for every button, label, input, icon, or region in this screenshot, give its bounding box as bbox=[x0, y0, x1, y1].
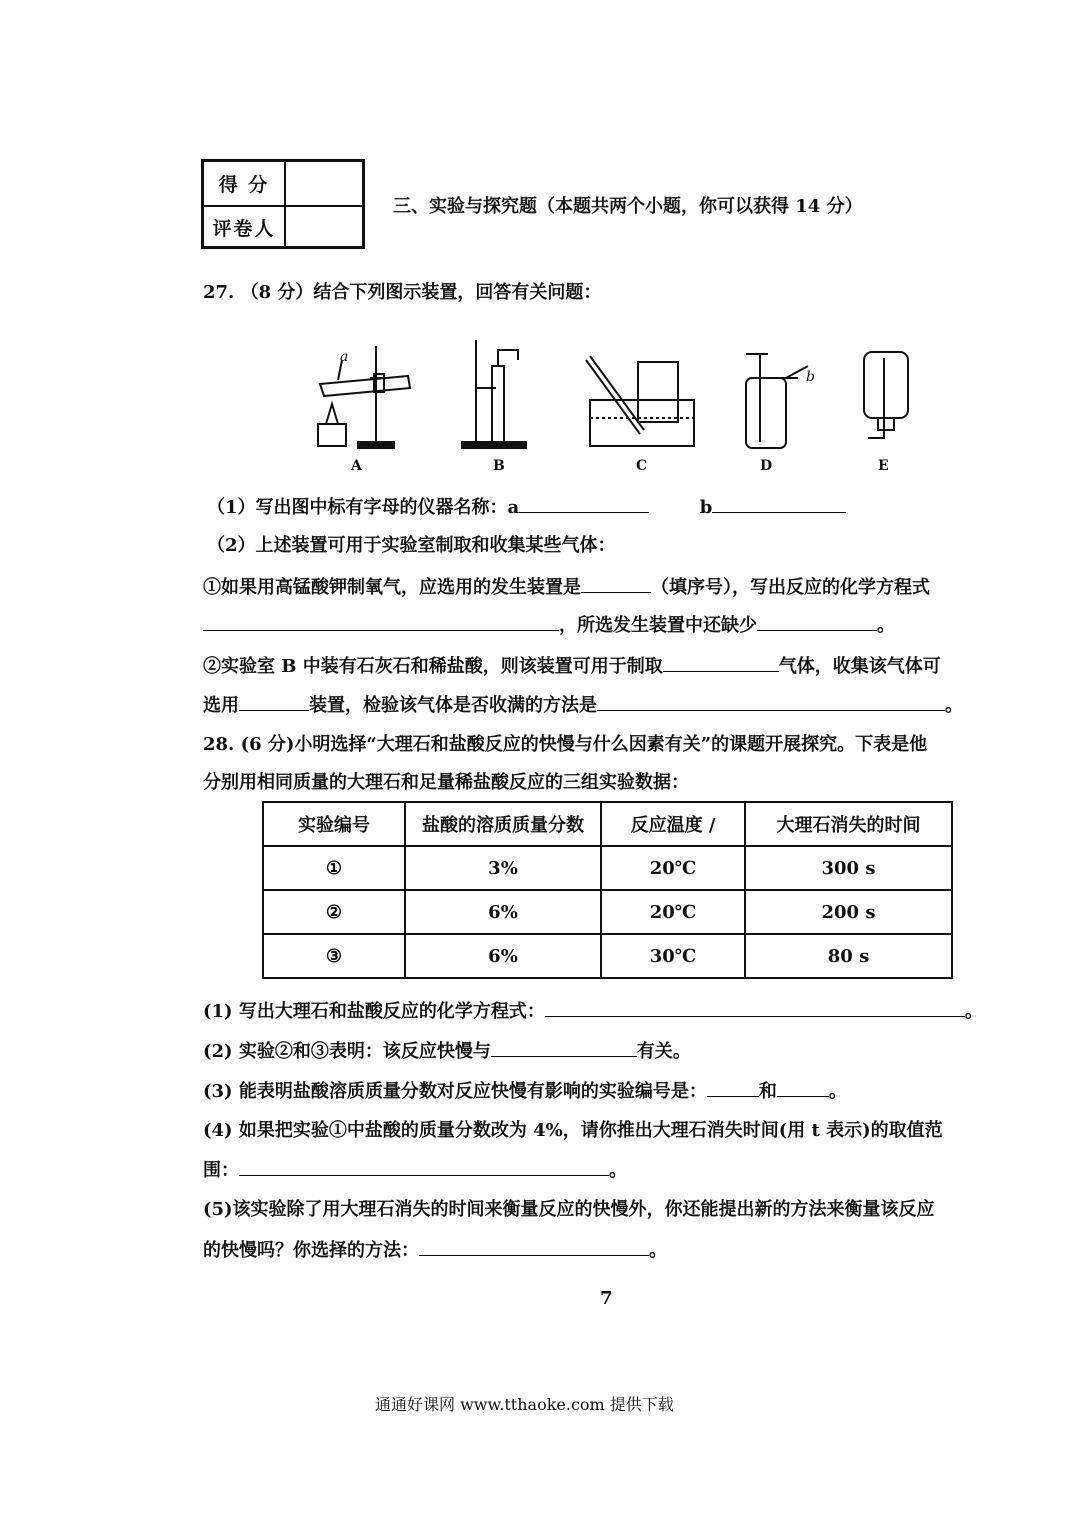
q27-line1b: （填序号），写出反应的化学方程式 bbox=[651, 577, 930, 598]
col-header-concentration: 盐酸的溶质质量分数 bbox=[405, 802, 601, 846]
figure-label-b: B bbox=[493, 458, 505, 474]
footer-credit: 通通好课网 www.tthaoke.com 提供下载 bbox=[375, 1395, 674, 1414]
cell-time: 300 s bbox=[745, 846, 952, 890]
answer-blank-equation[interactable] bbox=[203, 612, 559, 631]
answer-blank-time-range[interactable] bbox=[239, 1157, 609, 1176]
table-row bbox=[263, 846, 952, 890]
grader-row bbox=[204, 206, 362, 249]
section-title: 三、实验与探究题（本题共两个小题，你可以获得 14 分） bbox=[393, 196, 863, 217]
cell-time: 200 s bbox=[745, 890, 952, 934]
col-header-time: 大理石消失的时间 bbox=[745, 802, 952, 846]
cell-id: ② bbox=[263, 890, 405, 934]
q28-p4b: 围： bbox=[203, 1160, 239, 1181]
q28-p1-text: (1) 写出大理石和盐酸反应的化学方程式： bbox=[203, 1001, 545, 1022]
figure-label-e: E bbox=[878, 458, 889, 474]
q27-part1-text: （1）写出图中标有字母的仪器名称：a bbox=[207, 497, 520, 518]
figure-label-c: C bbox=[636, 458, 648, 474]
answer-blank-gas[interactable] bbox=[663, 653, 779, 672]
page-number: 7 bbox=[600, 1288, 613, 1309]
experiment-table bbox=[262, 801, 953, 979]
apparatus-figure bbox=[290, 338, 930, 458]
q28-p5-end: 。 bbox=[649, 1240, 667, 1261]
q27-part2: （2）上述装置可用于实验室制取和收集某些气体： bbox=[207, 535, 616, 556]
answer-blank-exp1[interactable] bbox=[707, 1078, 759, 1097]
q28-p2 bbox=[203, 1038, 691, 1064]
q27-part1 bbox=[207, 494, 846, 520]
q28-p4a: (4) 如果把实验①中盐酸的质量分数改为 4%，请你推出大理石消失时间(用 t 表示)的取值范 bbox=[203, 1120, 943, 1141]
cell-temperature: 30℃ bbox=[601, 934, 745, 978]
q28-p5b-line bbox=[203, 1237, 667, 1263]
q27-line1a: ①如果用高锰酸钾制氧气，应选用的发生装置是 bbox=[203, 577, 581, 598]
q28-p3a: (3) 能表明盐酸溶质质量分数对反应快慢有影响的实验编号是： bbox=[203, 1081, 707, 1102]
q27-line4b: 装置，检验该气体是否收满的方法是 bbox=[309, 695, 597, 716]
q28-p1 bbox=[203, 998, 983, 1024]
q28-p3b: 和 bbox=[758, 1081, 777, 1102]
q27-line3 bbox=[203, 653, 941, 679]
q28-stem1: 28. (6 分)小明选择“大理石和盐酸反应的快慢与什么因素有关”的课题开展探究。下表是他 bbox=[203, 734, 928, 755]
cell-concentration: 6% bbox=[405, 890, 601, 934]
q27-line2-text: ，所选发生装置中还缺少 bbox=[559, 615, 757, 636]
q28-p4b-line bbox=[203, 1157, 627, 1183]
figure-label-d: D bbox=[760, 458, 773, 474]
q28-p3-end: 。 bbox=[828, 1081, 847, 1102]
q27-line3b: 气体，收集该气体可 bbox=[778, 656, 941, 677]
answer-blank-factor[interactable] bbox=[491, 1038, 637, 1057]
q28-stem2: 分别用相同质量的大理石和足量稀盐酸反应的三组实验数据： bbox=[203, 772, 689, 793]
q27-line3a: ②实验室 B 中装有石灰石和稀盐酸，则该装置可用于制取 bbox=[203, 656, 663, 677]
q27-line4-end: 。 bbox=[945, 695, 963, 716]
answer-blank-b[interactable] bbox=[712, 494, 846, 513]
q28-p4-end: 。 bbox=[609, 1160, 627, 1181]
apparatus-a-drawing bbox=[318, 346, 410, 448]
q28-p2a: (2) 实验②和③表明：该反应快慢与 bbox=[203, 1041, 491, 1062]
q27-line2 bbox=[203, 612, 895, 638]
table-header-row bbox=[263, 802, 952, 846]
cell-id: ① bbox=[263, 846, 405, 890]
answer-blank-marble-equation[interactable] bbox=[545, 998, 965, 1017]
marker-b-label: b bbox=[806, 369, 815, 385]
grader-label: 评卷人 bbox=[204, 206, 286, 249]
score-label: 得 分 bbox=[204, 162, 286, 205]
cell-concentration: 6% bbox=[405, 934, 601, 978]
apparatus-e-drawing bbox=[864, 352, 908, 438]
q28-p5a: (5)该实验除了用大理石消失的时间来衡量反应的快慢外，你还能提出新的方法来衡量该反应 bbox=[203, 1199, 935, 1220]
q27-line4 bbox=[203, 692, 963, 718]
answer-blank-check-method[interactable] bbox=[597, 692, 945, 711]
answer-blank-collect[interactable] bbox=[239, 692, 309, 711]
cell-temperature: 20℃ bbox=[601, 890, 745, 934]
q28-p5b: 的快慢吗？你选择的方法： bbox=[203, 1240, 419, 1261]
cell-concentration: 3% bbox=[405, 846, 601, 890]
q27-line1 bbox=[203, 574, 930, 600]
answer-blank-missing[interactable] bbox=[757, 612, 877, 631]
cell-id: ③ bbox=[263, 934, 405, 978]
apparatus-b-drawing bbox=[462, 340, 526, 448]
q27-line2-end: 。 bbox=[877, 615, 895, 636]
apparatus-d-drawing bbox=[746, 354, 808, 448]
q28-p3 bbox=[203, 1078, 847, 1104]
table-row bbox=[263, 934, 952, 978]
col-header-id: 实验编号 bbox=[263, 802, 405, 846]
q27-part1-b-text: b bbox=[699, 497, 713, 518]
q27-stem: 27. （8 分）结合下列图示装置，回答有关问题： bbox=[203, 282, 602, 303]
apparatus-c-drawing bbox=[586, 356, 694, 446]
q28-p1-end: 。 bbox=[964, 1001, 983, 1022]
score-row bbox=[204, 162, 362, 207]
cell-time: 80 s bbox=[745, 934, 952, 978]
q27-line4a: 选用 bbox=[203, 695, 239, 716]
cell-temperature: 20℃ bbox=[601, 846, 745, 890]
answer-blank-exp2[interactable] bbox=[777, 1078, 829, 1097]
answer-blank-new-method[interactable] bbox=[419, 1237, 649, 1256]
answer-blank-a[interactable] bbox=[519, 494, 649, 513]
figure-label-a: A bbox=[351, 458, 362, 474]
col-header-temperature: 反应温度 / bbox=[601, 802, 745, 846]
q28-p2b: 有关。 bbox=[636, 1041, 691, 1062]
marker-a-label: a bbox=[340, 349, 349, 365]
score-box bbox=[201, 159, 365, 249]
table-row bbox=[263, 890, 952, 934]
answer-blank-device[interactable] bbox=[581, 574, 651, 593]
